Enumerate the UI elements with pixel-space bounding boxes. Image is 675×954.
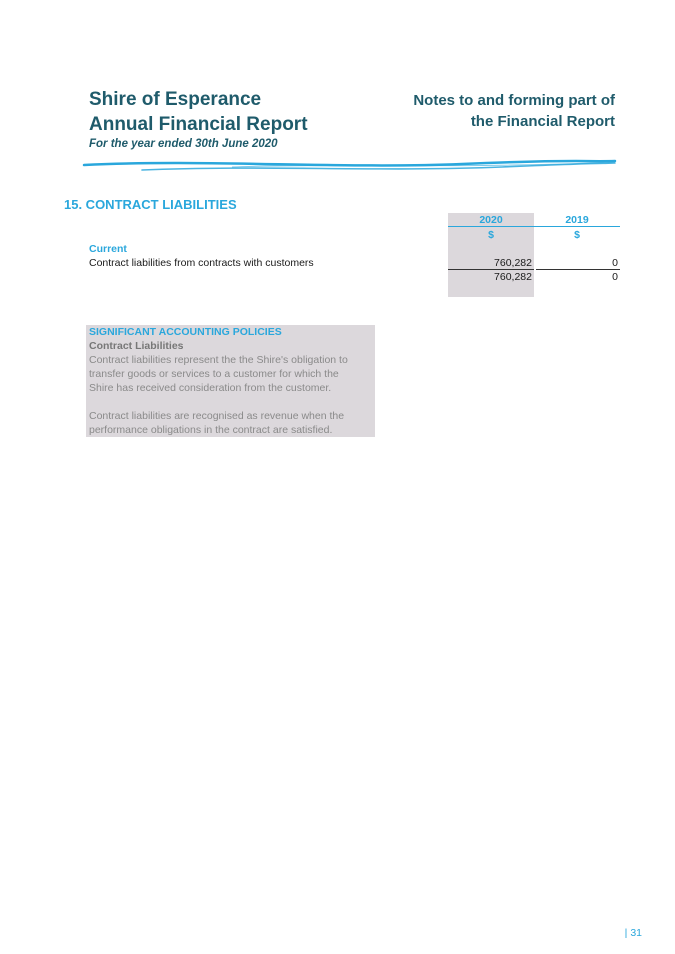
policies-paragraph-2 xyxy=(89,409,373,437)
policy-line: performance obligations in the contract are satisfied. xyxy=(89,424,333,436)
total-cell-2020: 760,282 xyxy=(494,271,532,283)
column-unit-2019: $ xyxy=(574,229,580,241)
policies-subtitle: Contract Liabilities xyxy=(89,340,184,352)
policy-line: transfer goods or services to a customer for which the xyxy=(89,368,339,380)
brush-stroke-divider xyxy=(82,153,618,177)
notes-title-line-2: the Financial Report xyxy=(470,113,615,130)
page-number: | 31 xyxy=(624,927,642,939)
table-cell-2020: 760,282 xyxy=(494,257,532,269)
subtotal-rule-2020 xyxy=(448,269,534,270)
policy-line: Shire has received consideration from the customer. xyxy=(89,382,332,394)
table-row-label: Contract liabilities from contracts with customers xyxy=(89,257,314,269)
report-title: Annual Financial Report xyxy=(89,114,308,135)
organisation-name: Shire of Esperance xyxy=(89,89,262,110)
notes-title-line-1: Notes to and forming part of xyxy=(413,92,615,109)
notes-title xyxy=(315,90,615,132)
policies-paragraph-1 xyxy=(89,353,373,395)
column-unit-2020: $ xyxy=(488,229,494,241)
table-cell-2019: 0 xyxy=(612,257,618,269)
policy-line: Contract liabilities are recognised as revenue when the xyxy=(89,410,345,422)
subtotal-rule-2019 xyxy=(536,269,620,270)
report-period: For the year ended 30th June 2020 xyxy=(89,138,278,150)
column-header-2019: 2019 xyxy=(565,214,589,226)
section-label-current: Current xyxy=(89,243,127,255)
column-header-2020: 2020 xyxy=(479,214,503,226)
header-rule xyxy=(448,226,620,227)
policy-line: Contract liabilities represent the the Shire's obligation to xyxy=(89,354,348,366)
note-heading: 15. CONTRACT LIABILITIES xyxy=(64,197,237,212)
total-cell-2019: 0 xyxy=(612,271,618,283)
policies-title: SIGNIFICANT ACCOUNTING POLICIES xyxy=(89,326,282,338)
